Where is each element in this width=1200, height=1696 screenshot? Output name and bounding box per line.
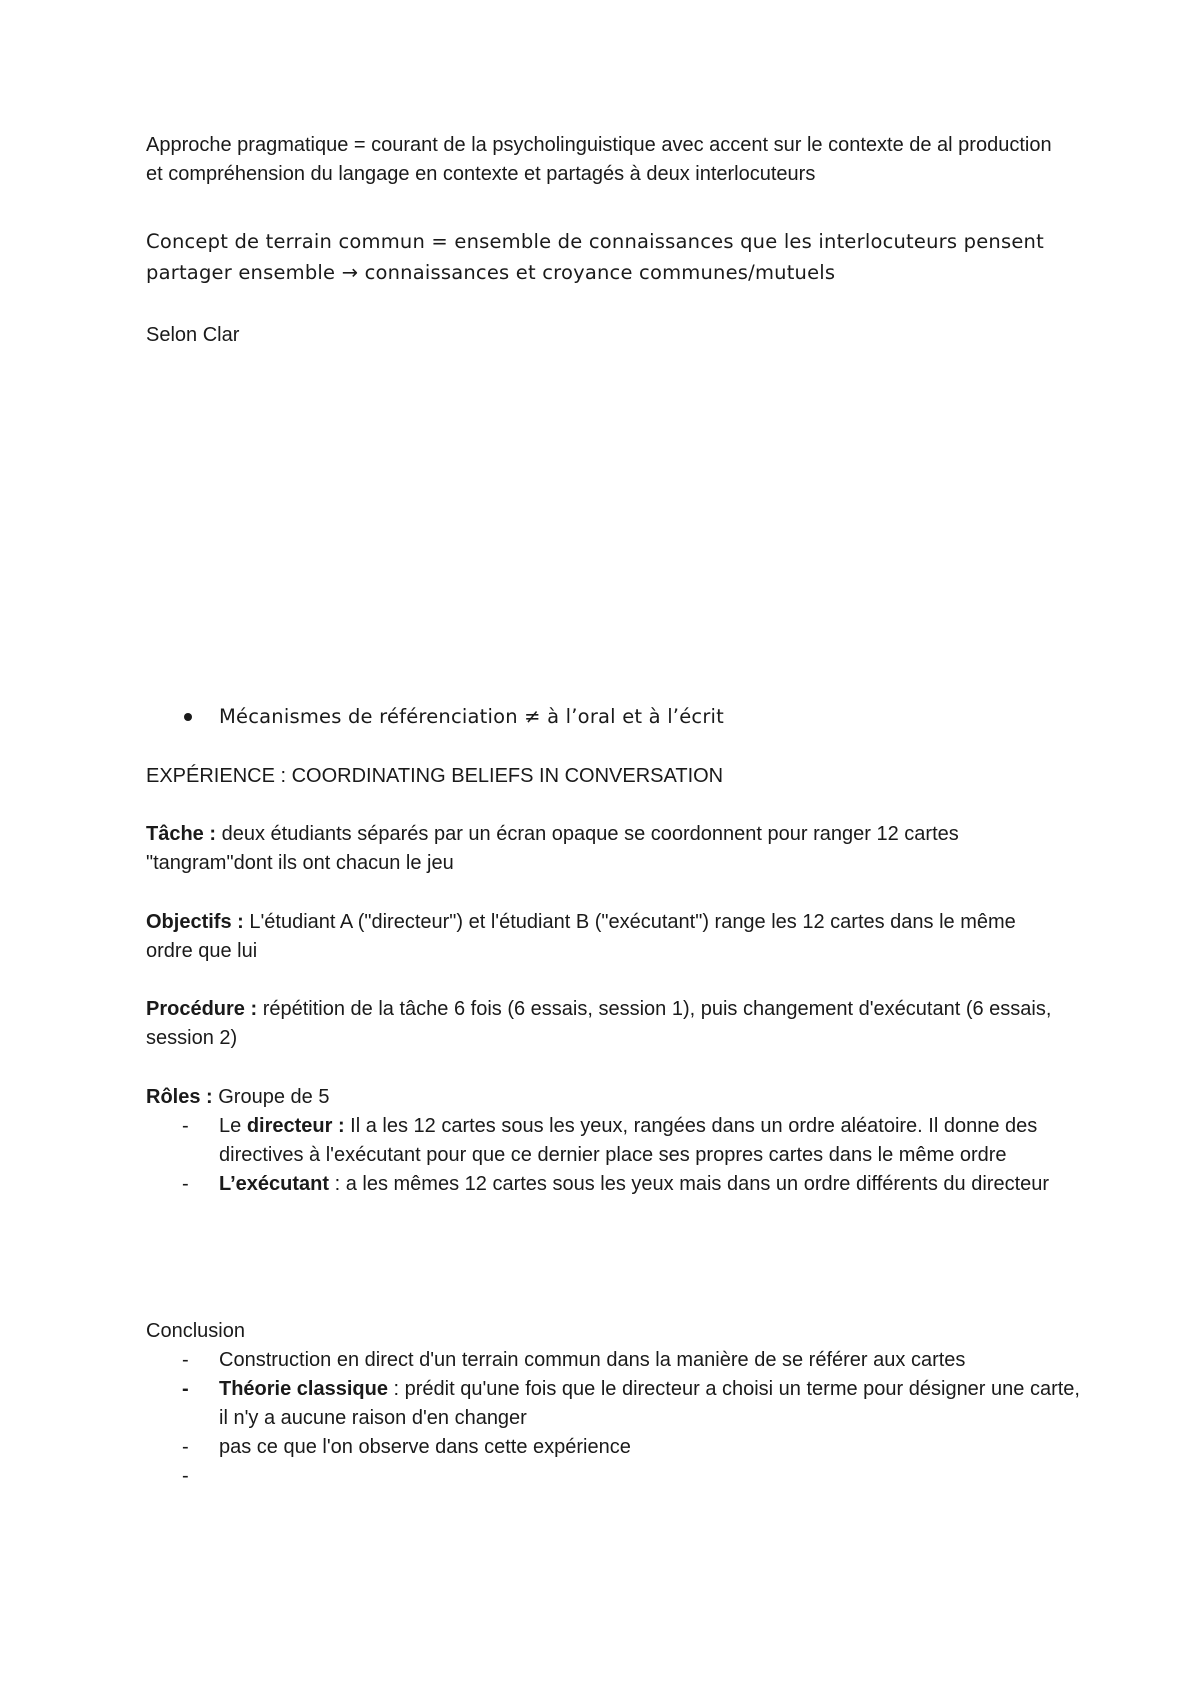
dash-icon: - [182, 1465, 189, 1487]
bullet-item-referenciation [146, 701, 1139, 732]
roles-label: Rôles : [146, 1086, 213, 1108]
paragraph-approche: Approche pragmatique = courant de la psycholinguistique avec accent sur le contexte de al production et compréhension du langage en contexte et partagés à deux interlocuteurs [146, 134, 1052, 185]
construction-text: Construction en direct d'un terrain commun dans la manière de se référer aux cartes [219, 1349, 966, 1371]
conclusion-heading: Conclusion [146, 1320, 245, 1342]
objectifs-label: Objectifs : [146, 911, 244, 933]
procedure-label: Procédure : [146, 998, 258, 1020]
dash-icon: - [182, 1378, 189, 1400]
paragraph-roles [146, 1083, 1066, 1112]
paragraph-procedure [146, 995, 1066, 1053]
list-item-observation [146, 1433, 1086, 1462]
dash-icon: - [182, 1349, 189, 1371]
theorie-classique-label: Théorie classique [219, 1378, 388, 1400]
paragraph-selon-clar: Selon Clar [146, 324, 240, 346]
paragraph-terrain-commun: Concept de terrain commun = ensemble de connaissances que les interlocuteurs pensent partager ensemble → connaissances et croyance communes/mutuels [146, 230, 1044, 284]
theorie-classique-text: : prédit qu'une fois que le directeur a choisi un terme pour désigner une carte, il n'y a aucune raison d'en changer [219, 1378, 1080, 1429]
experience-heading: EXPÉRIENCE : COORDINATING BELIEFS IN CONVERSATION [146, 765, 724, 787]
observation-text: pas ce que l'on observe dans cette expérience [219, 1436, 631, 1458]
paragraph-tache [146, 820, 1066, 878]
list-item-theorie-classique [146, 1375, 1086, 1433]
procedure-text: répétition de la tâche 6 fois (6 essais, session 1), puis changement d'exécutant (6 essais, session 2) [146, 998, 1052, 1049]
directeur-text: Il a les 12 cartes sous les yeux, rangées dans un ordre aléatoire. Il donne des directives à l'exécutant pour que ce dernier place ses propres cartes dans le même ordre [219, 1115, 1038, 1166]
roles-text: Groupe de 5 [212, 1086, 330, 1108]
executant-label: L’exécutant [219, 1173, 330, 1195]
dash-icon: - [182, 1173, 189, 1195]
list-item-construction [146, 1346, 1086, 1375]
directeur-label: directeur : [246, 1115, 345, 1137]
objectifs-text: L'étudiant A ("directeur") et l'étudiant B ("exécutant") range les 12 cartes dans le même ordre que lui [146, 911, 1016, 962]
executant-text: : a les mêmes 12 cartes sous les yeux mais dans un ordre différents du directeur [329, 1173, 1050, 1195]
roles-list [146, 1112, 1086, 1199]
paragraph-objectifs [146, 908, 1066, 966]
tache-label: Tâche : [146, 823, 217, 845]
list-item-directeur [146, 1112, 1086, 1170]
list-item-empty [146, 1462, 1086, 1491]
directeur-prefix: Le [219, 1115, 247, 1137]
bullet-text: Mécanismes de référenciation ≠ à l’oral et à l’écrit [219, 705, 725, 728]
dash-icon: - [182, 1436, 189, 1458]
list-item-executant [146, 1170, 1086, 1199]
conclusion-list [146, 1346, 1086, 1491]
tache-text: deux étudiants séparés par un écran opaque se coordonnent pour ranger 12 cartes "tangram"dont ils ont chacun le jeu [146, 823, 959, 874]
bullet-dot-icon [184, 713, 192, 721]
dash-icon: - [182, 1115, 189, 1137]
